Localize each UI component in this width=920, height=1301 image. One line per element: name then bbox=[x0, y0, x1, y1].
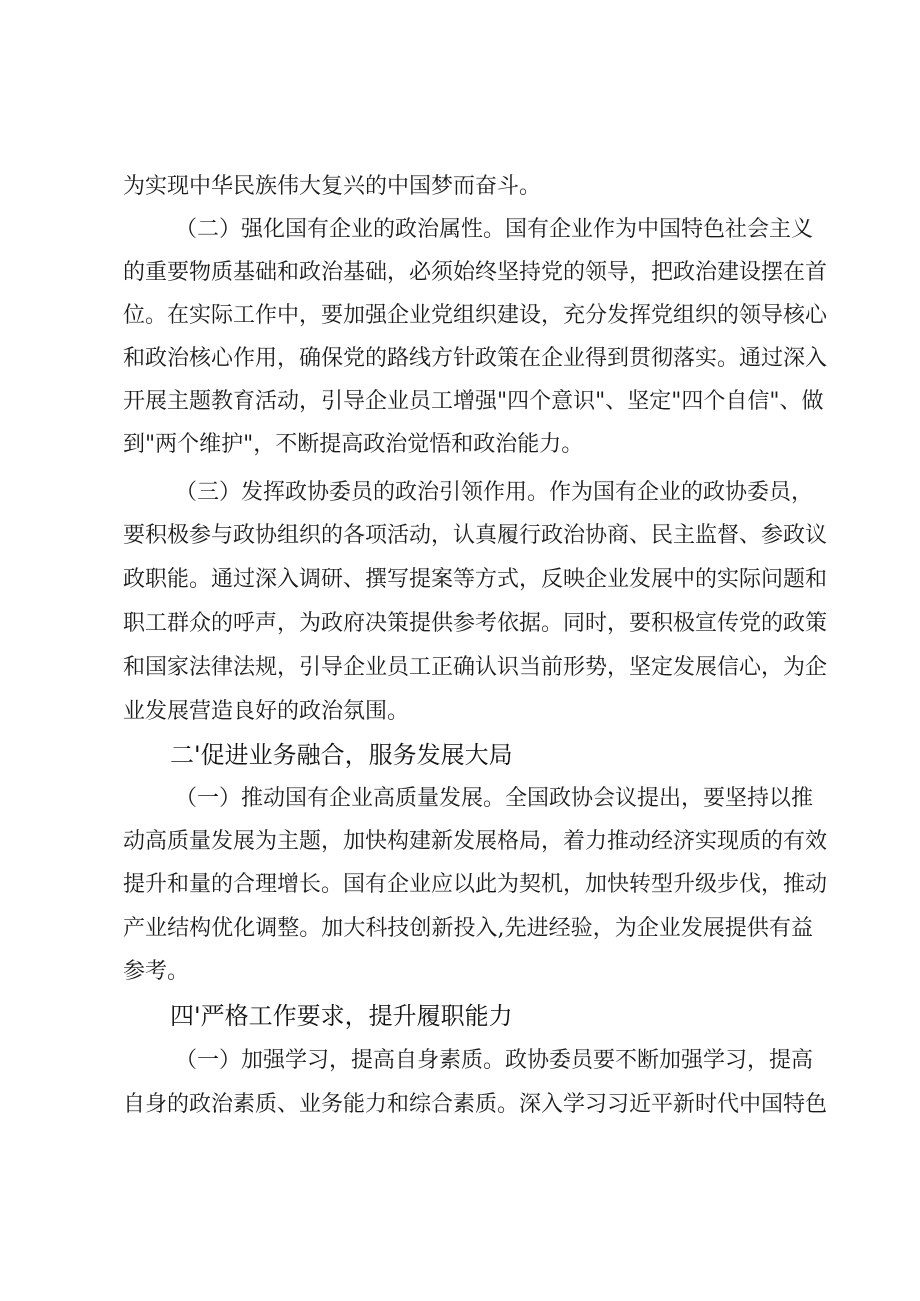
paragraph-line: 自身的政治素质、业务能力和综合素质。深入学习习近平新时代中国特色 bbox=[123, 1092, 828, 1117]
paragraph-line: 的重要物质基础和政治基础，必须始终坚持党的领导，把政治建设摆在首 bbox=[123, 260, 828, 285]
paragraph-line: 产业结构优化调整。加大科技创新投入,先进经验，为企业发展提供有益 bbox=[123, 916, 813, 941]
paragraph-line: 提升和量的合理增长。国有企业应以此为契机，加快转型升级步伐，推动 bbox=[123, 872, 828, 897]
section-heading: 四'严格工作要求，提升履职能力 bbox=[170, 1002, 513, 1030]
paragraph-line: 开展主题教育活动，引导企业员工增强"四个意识"、坚定"四个自信"、做 bbox=[123, 389, 824, 414]
paragraph-line: （三）发挥政协委员的政治引领作用。作为国有企业的政协委员， bbox=[175, 480, 814, 505]
paragraph-line: 动高质量发展为主题，加快构建新发展格局，着力推动经济实现质的有效 bbox=[123, 829, 828, 854]
paragraph-line: 业发展营造良好的政治氛围。 bbox=[123, 699, 410, 724]
paragraph-line: 为实现中华民族伟大复兴的中国梦而奋斗。 bbox=[123, 174, 542, 199]
paragraph-line: 参考。 bbox=[123, 959, 190, 984]
paragraph-line: 到"两个维护"，不断提高政治觉悟和政治能力。 bbox=[123, 432, 584, 457]
section-heading: 二'促进业务融合，服务发展大局 bbox=[170, 741, 513, 769]
paragraph-line: 政职能。通过深入调研、撰写提案等方式，反映企业发展中的实际问题和 bbox=[123, 567, 828, 592]
paragraph-line: 职工群众的呼声，为政府决策提供参考依据。同时，要积极宣传党的政策 bbox=[123, 611, 828, 636]
paragraph-line: （一）加强学习，提高自身素质。政协委员要不断加强学习，提高 bbox=[175, 1048, 814, 1073]
paragraph-line: 要积极参与政协组织的各项活动，认真履行政治协商、民主监督、参政议 bbox=[123, 523, 828, 548]
paragraph-line: 和国家法律法规，引导企业员工正确认识当前形势，坚定发展信心，为企 bbox=[123, 655, 828, 680]
paragraph-line: 位。在实际工作中，要加强企业党组织建设，充分发挥党组织的领导核心 bbox=[123, 303, 828, 328]
paragraph-line: 和政治核心作用，确保党的路线方针政策在企业得到贯彻落实。通过深入 bbox=[123, 346, 828, 371]
paragraph-line: （一）推动国有企业高质量发展。全国政协会议提出，要坚持以推 bbox=[175, 786, 814, 811]
paragraph-line: （二）强化国有企业的政治属性。国有企业作为中国特色社会主义 bbox=[175, 217, 814, 242]
